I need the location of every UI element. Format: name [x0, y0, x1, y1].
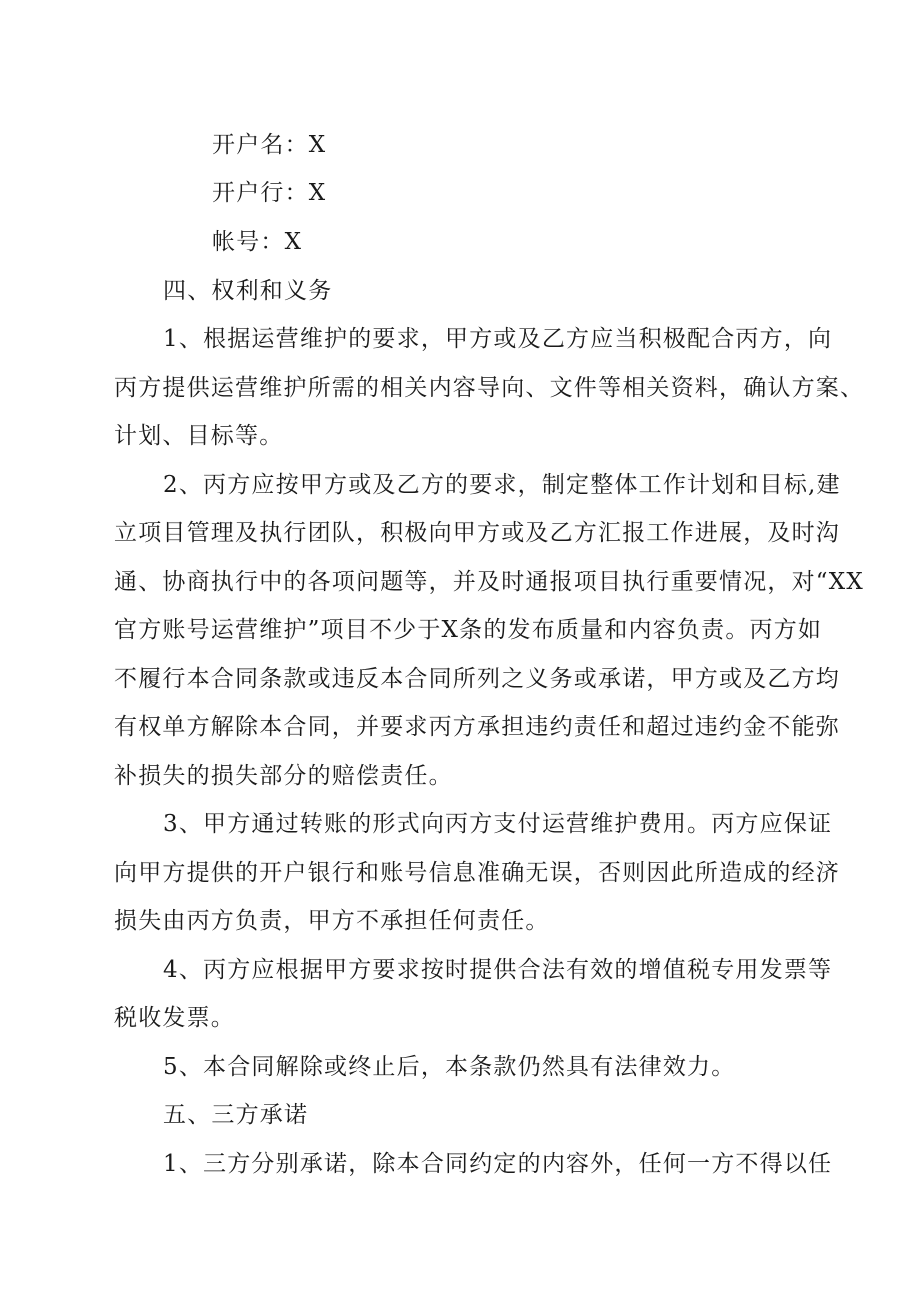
- section-5-heading: 五、三方承诺: [163, 1102, 309, 1128]
- clause-4-2-line: 立项目管理及执行团队，积极向甲方或及乙方汇报工作进展，及时沟: [114, 520, 840, 546]
- clause-4-4-line: 税收发票。: [114, 1005, 235, 1031]
- section-4-heading: 四、权利和义务: [163, 278, 333, 304]
- clause-4-2-line: 通、协商执行中的各项问题等，并及时通报项目执行重要情况，对“XX: [114, 569, 864, 595]
- clause-4-2-line: 不履行本合同条款或违反本合同所列之义务或承诺，甲方或及乙方均: [114, 666, 840, 692]
- account-number-line: 帐号：X: [212, 229, 303, 255]
- clause-5-1-line: 1、三方分别承诺，除本合同约定的内容外，任何一方不得以任: [163, 1151, 833, 1177]
- clause-4-1-line: 计划、目标等。: [114, 423, 284, 449]
- clause-4-5-line: 5、本合同解除或终止后，本条款仍然具有法律效力。: [163, 1054, 736, 1080]
- clause-4-4-line: 4、丙方应根据甲方要求按时提供合法有效的增值税专用发票等: [163, 957, 833, 983]
- account-name-line: 开户名：X: [212, 132, 327, 158]
- clause-4-1-line: 丙方提供运营维护所需的相关内容导向、文件等相关资料，确认方案、: [114, 375, 865, 401]
- clause-4-3-line: 3、甲方通过转账的形式向丙方支付运营维护费用。丙方应保证: [163, 811, 833, 837]
- clause-4-2-line: 官方账号运营维护”项目不少于X条的发布质量和内容负责。丙方如: [114, 617, 823, 643]
- clause-4-3-line: 损失由丙方负责，甲方不承担任何责任。: [114, 908, 550, 934]
- bank-line: 开户行：X: [212, 180, 327, 206]
- clause-4-2-line: 2、丙方应按甲方或及乙方的要求，制定整体工作计划和目标,建: [163, 472, 841, 498]
- clause-4-2-line: 补损失的损失部分的赔偿责任。: [114, 763, 453, 789]
- clause-4-1-line: 1、根据运营维护的要求，甲方或及乙方应当积极配合丙方，向: [163, 326, 833, 352]
- clause-4-2-line: 有权单方解除本合同，并要求丙方承担违约责任和超过违约金不能弥: [114, 714, 840, 740]
- clause-4-3-line: 向甲方提供的开户银行和账号信息准确无误，否则因此所造成的经济: [114, 860, 840, 886]
